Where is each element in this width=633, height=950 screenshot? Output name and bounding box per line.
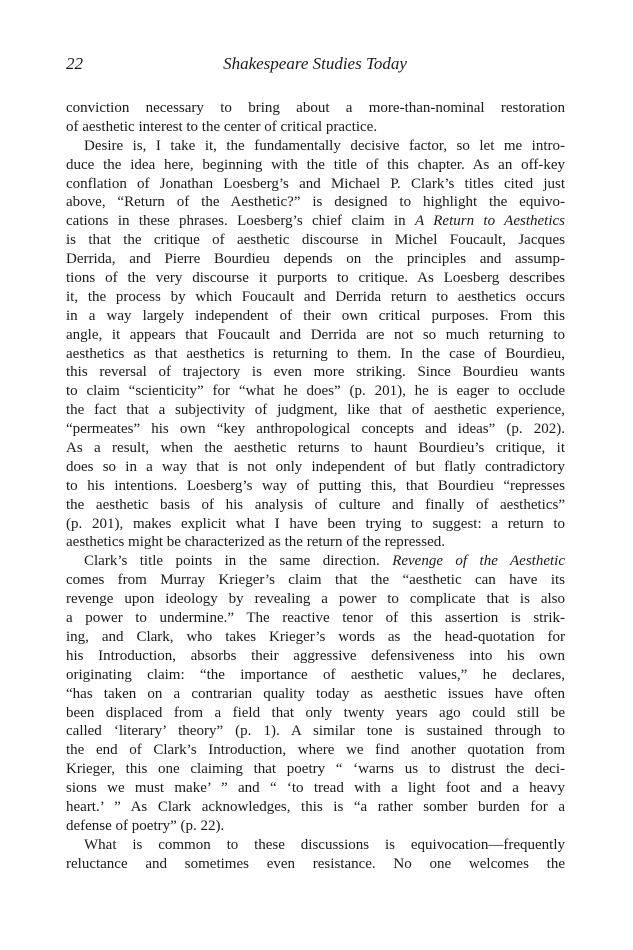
line-text: to claim “scienticity” for “what he does” (p. 201), he is eager to occlude: [66, 383, 565, 400]
text-line: [66, 363, 565, 382]
line-text: ing, and Clark, who takes Krieger’s words as the head-quotation for: [66, 628, 565, 645]
line-text: his Introduction, absorbs their aggressive defensiveness into his own: [66, 647, 565, 664]
line-text: heart.’ ” As Clark acknowledges, this is “a rather somber burden for a: [66, 798, 565, 815]
text-line: [66, 307, 565, 326]
text-line: [66, 99, 565, 118]
text-line: [66, 741, 565, 760]
line-text: the end of Clark’s Introduction, where we find another quotation from: [66, 742, 565, 759]
line-text: tions of the very discourse it purports to critique. As Loesberg describes: [66, 270, 565, 287]
text-line: [66, 685, 565, 704]
line-text: this reversal of trajectory is even more striking. Since Bourdieu wants: [66, 364, 565, 381]
text-line: [66, 193, 565, 212]
line-text: cations in these phrases. Loesberg’s chief claim in: [66, 213, 416, 230]
line-text: “has taken on a contrarian quality today as aesthetic issues have often: [66, 685, 565, 702]
line-text: the fact that a subjectivity of judgment, like that of aesthetic experience,: [66, 402, 565, 419]
text-line: [66, 571, 565, 590]
line-text: reluctance and sometimes even resistance. No one welcomes the: [66, 855, 565, 872]
text-line: [66, 231, 565, 250]
line-text: duce the idea here, beginning with the title of this chapter. As an off-key: [66, 156, 565, 173]
line-text: the aesthetic basis of his analysis of culture and finally of aesthetics”: [66, 496, 565, 513]
text-line: [66, 439, 565, 458]
text-line: [66, 666, 565, 685]
text-line: [66, 496, 565, 515]
text-line: [66, 401, 565, 420]
line-text: above, “Return of the Aesthetic?” is designed to highlight the equivo-: [66, 194, 565, 211]
line-text: of aesthetic interest to the center of critical practice.: [66, 118, 378, 135]
line-text: in a way largely independent of their own critical purposes. From this: [66, 307, 565, 324]
text-line: [66, 137, 565, 156]
line-text: to his intentions. Loesberg’s way of putting this, that Bourdieu “represses: [66, 477, 565, 494]
text-line: [66, 458, 565, 477]
line-text: What is common to these discussions is equivocation—frequently: [84, 836, 565, 853]
text-line: [66, 382, 565, 401]
line-text: angle, it appears that Foucault and Derrida are not so much returning to: [66, 326, 565, 343]
text-line: [66, 855, 565, 874]
body-text: [66, 99, 565, 874]
line-text: sions we must make’ ” and “ ‘to tread with a light foot and a heavy: [66, 780, 565, 797]
text-line: [66, 722, 565, 741]
line-text: As a result, when the aesthetic returns to haunt Bourdieu’s critique, it: [66, 440, 565, 457]
text-line: [66, 704, 565, 723]
text-line: [66, 156, 565, 175]
line-text: revenge upon ideology by revealing a power to complicate that is also: [66, 591, 565, 608]
text-line: [66, 477, 565, 496]
line-text: aesthetics might be characterized as the return of the repressed.: [66, 534, 445, 551]
text-line: [66, 552, 565, 571]
line-text: defense of poetry” (p. 22).: [66, 817, 225, 834]
text-line: [66, 628, 565, 647]
text-line: [66, 609, 565, 628]
text-line: [66, 647, 565, 666]
line-text: Desire is, I take it, the fundamentally decisive factor, so let me intro-: [84, 137, 565, 154]
line-text: Derrida, and Pierre Bourdieu depends on the principles and assump-: [66, 251, 565, 268]
text-line: [66, 817, 565, 836]
line-text: Clark’s title points in the same direction.: [84, 553, 393, 570]
line-text: Krieger, this one claiming that poetry “ ‘warns us to distrust the deci-: [66, 761, 565, 778]
page-number: 22: [66, 54, 83, 73]
text-line: [66, 250, 565, 269]
text-line: [66, 590, 565, 609]
text-line: [66, 269, 565, 288]
italic-title: Revenge of the Aesthetic: [392, 553, 565, 570]
line-text: comes from Murray Krieger’s claim that the “aesthetic can have its: [66, 572, 565, 589]
line-text: is that the critique of aesthetic discourse in Michel Foucault, Jacques: [66, 232, 565, 249]
text-line: [66, 798, 565, 817]
text-line: [66, 175, 565, 194]
line-text: originating claim: “the importance of aesthetic values,” he declares,: [66, 666, 565, 683]
text-line: [66, 515, 565, 534]
text-line: [66, 118, 565, 137]
text-line: [66, 326, 565, 345]
text-line: [66, 420, 565, 439]
italic-title: A Return to Aesthetics: [415, 213, 565, 230]
line-text: aesthetics as that aesthetics is returning to them. In the case of Bourdieu,: [66, 345, 565, 362]
running-title: Shakespeare Studies Today: [223, 54, 407, 73]
text-line: [66, 760, 565, 779]
text-line: [66, 212, 565, 231]
running-header: [66, 54, 564, 78]
line-text: conflation of Jonathan Loesberg’s and Michael P. Clark’s titles cited just: [66, 175, 565, 192]
line-text: it, the process by which Foucault and Derrida return to aesthetics occurs: [66, 288, 565, 305]
text-line: [66, 288, 565, 307]
line-text: does so in a way that is not only independent of but flatly contradictory: [66, 458, 565, 475]
text-line: [66, 345, 565, 364]
line-text: been displaced from a field that only twenty years ago could still be: [66, 704, 565, 721]
text-line: [66, 836, 565, 855]
text-line: [66, 779, 565, 798]
line-text: a power to undermine.” The reactive tenor of this assertion is strik-: [66, 610, 565, 627]
line-text: “permeates” his own “key anthropological concepts and ideas” (p. 202).: [66, 421, 565, 438]
line-text: conviction necessary to bring about a more-than-nominal restoration: [66, 100, 565, 116]
text-line: [66, 533, 565, 552]
line-text: called ‘literary’ theory” (p. 1). A similar tone is sustained through to: [66, 723, 565, 740]
line-text: (p. 201), makes explicit what I have been trying to suggest: a return to: [66, 515, 565, 532]
